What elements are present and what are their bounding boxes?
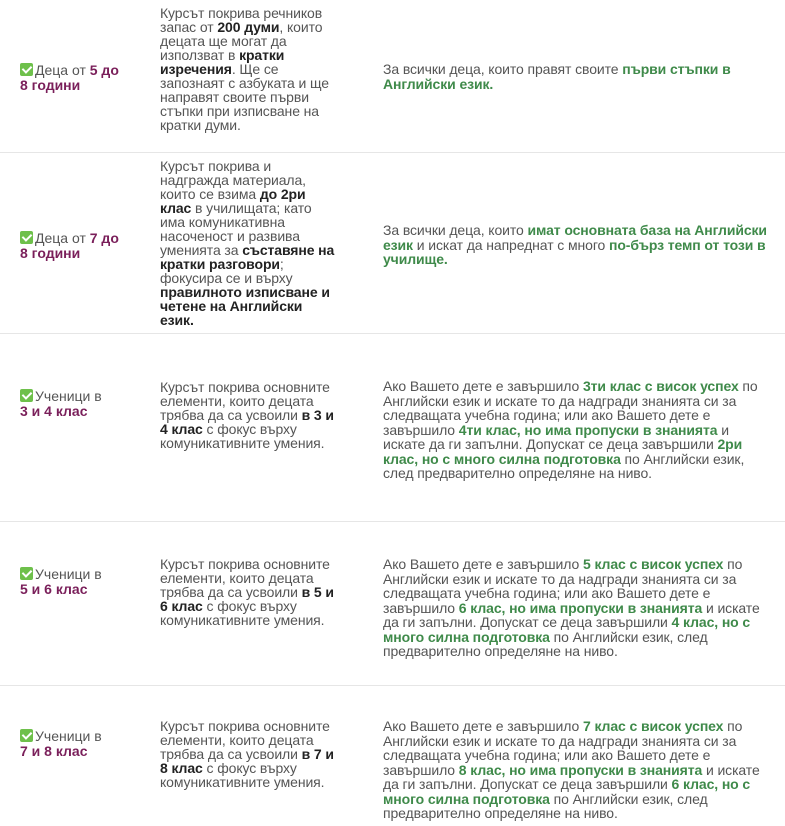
course-description xyxy=(160,557,338,627)
table-row xyxy=(0,152,785,333)
text-span: 6 клас, но с много силна подготовка xyxy=(383,776,751,807)
text-span: Курсът покрива основните елементи, които децата трябва да са усвоили xyxy=(160,718,330,762)
audience-highlight: 7 до 8 години xyxy=(20,230,119,261)
table-row xyxy=(0,521,785,685)
text-span: в училищата; като има комуникативна насоченост и развива уменията за xyxy=(160,200,312,258)
audience-cell xyxy=(20,729,120,759)
text-span: в 7 и 8 клас xyxy=(160,746,334,776)
text-span: по Английски език и искате то да надгради знанията си за следващата учебна година; или ако Вашето дете е завършило xyxy=(383,378,758,438)
text-span: 7 клас с висок успех xyxy=(582,718,724,734)
text-span: За всички деца, които xyxy=(383,222,528,238)
audience-prefix: Деца от xyxy=(35,230,90,246)
text-span: до 2ри клас xyxy=(160,186,306,216)
text-span: 6 клас, но има пропуски в знанията xyxy=(458,599,703,616)
course-description xyxy=(160,6,338,132)
text-span: 4 клас, но с много силна подготовка xyxy=(383,614,751,645)
text-span: Ако Вашето дете е завършило xyxy=(383,556,583,572)
text-span: и искате да ги запълни. Допускат се деца завършили xyxy=(383,599,760,630)
target-description xyxy=(383,379,773,481)
audience-cell xyxy=(20,567,120,597)
text-span: Курсът покрива основните елементи, които децата трябва да са усвоили xyxy=(160,556,330,600)
text-span: Курсът покрива и надгражда материала, които се взима xyxy=(160,158,306,202)
audience-prefix: Ученици в xyxy=(35,728,102,744)
text-span: 8 клас, но има пропуски в знанията xyxy=(458,761,703,778)
text-span: с фокус върху комуникативните умения. xyxy=(160,421,325,451)
text-span: 4ти клас, но има пропуски в знанията xyxy=(458,421,718,438)
target-description xyxy=(383,719,773,821)
text-span: по Английски език, след предварително определяне на ниво. xyxy=(383,450,745,481)
audience-highlight: 5 и 6 клас xyxy=(20,581,88,597)
text-span: 200 думи xyxy=(217,19,280,35)
text-span: 2ри клас, но с много силна подготовка xyxy=(383,436,743,467)
text-span: с фокус върху комуникативните умения. xyxy=(160,760,325,790)
course-description xyxy=(160,380,338,450)
text-span: в 3 и 4 клас xyxy=(160,407,334,437)
audience-highlight: 5 до 8 години xyxy=(20,62,119,93)
text-span: правилното изписване и четене на Английски език. xyxy=(160,284,330,328)
audience-prefix: Ученици в xyxy=(35,566,102,582)
text-span: и искате да ги запълни. Допускат се деца завършили xyxy=(383,761,760,792)
course-description xyxy=(160,159,338,327)
table-row xyxy=(0,333,785,521)
text-span: по Английски език и искате то да надгради знанията си за следващата учебна година; или ако Вашето дете е завършило xyxy=(383,556,743,616)
audience-prefix: Ученици в xyxy=(35,388,102,404)
text-span: Курсът покрива основните елементи, които децата трябва да са усвоили xyxy=(160,379,330,423)
text-span: ; фокусира се и върху xyxy=(160,256,293,286)
text-span: по Английски език, след предварително определяне на ниво. xyxy=(383,790,708,821)
text-span: първи стъпки в Английски език. xyxy=(383,61,731,92)
target-description xyxy=(383,223,773,267)
text-span: по Английски език, след предварително определяне на ниво. xyxy=(383,628,708,659)
text-span: по-бърз темп от този в училище. xyxy=(383,236,766,267)
audience-cell xyxy=(20,231,120,261)
checkmark-icon xyxy=(20,231,33,244)
table-row xyxy=(0,685,785,826)
text-span: в 5 и 6 клас xyxy=(160,584,334,614)
text-span: Курсът покрива речников запас от xyxy=(160,5,323,35)
audience-cell xyxy=(20,389,120,419)
text-span: и искате да ги запълни. Допускат се деца завършили xyxy=(383,421,729,452)
checkmark-icon xyxy=(20,567,33,580)
text-span: и искат да напреднат с много xyxy=(412,236,609,253)
target-description xyxy=(383,62,773,91)
text-span: кратки изречения xyxy=(160,47,285,77)
audience-highlight: 7 и 8 клас xyxy=(20,743,88,759)
text-span: Ако Вашето дете е завършило xyxy=(383,378,583,394)
text-span: . Ще се запознаят с азбуката и ще направят своите първи стъпки при изписване на кратки думи. xyxy=(160,61,329,133)
text-span: 5 клас с висок успех xyxy=(582,556,724,572)
text-span: по Английски език и искате то да надгради знанията си за следващата учебна година; или ако Вашето дете е завършило xyxy=(383,718,743,778)
target-description xyxy=(383,557,773,659)
course-description xyxy=(160,719,338,789)
audience-cell xyxy=(20,63,120,93)
text-span: За всички деца, които правят своите xyxy=(383,61,623,77)
text-span: съставяне на кратки разговори xyxy=(160,242,335,272)
text-span: , които децата ще могат да използват в xyxy=(160,19,323,63)
audience-prefix: Деца от xyxy=(35,62,90,78)
text-span: Ако Вашето дете е завършило xyxy=(383,718,583,734)
text-span: с фокус върху комуникативните умения. xyxy=(160,598,325,628)
checkmark-icon xyxy=(20,63,33,76)
text-span: 3ти клас с висок успех xyxy=(582,378,739,394)
text-span: имат основната база на Английски език xyxy=(383,222,767,253)
checkmark-icon xyxy=(20,389,33,402)
table-row xyxy=(0,0,785,152)
audience-highlight: 3 и 4 клас xyxy=(20,403,88,419)
checkmark-icon xyxy=(20,729,33,742)
